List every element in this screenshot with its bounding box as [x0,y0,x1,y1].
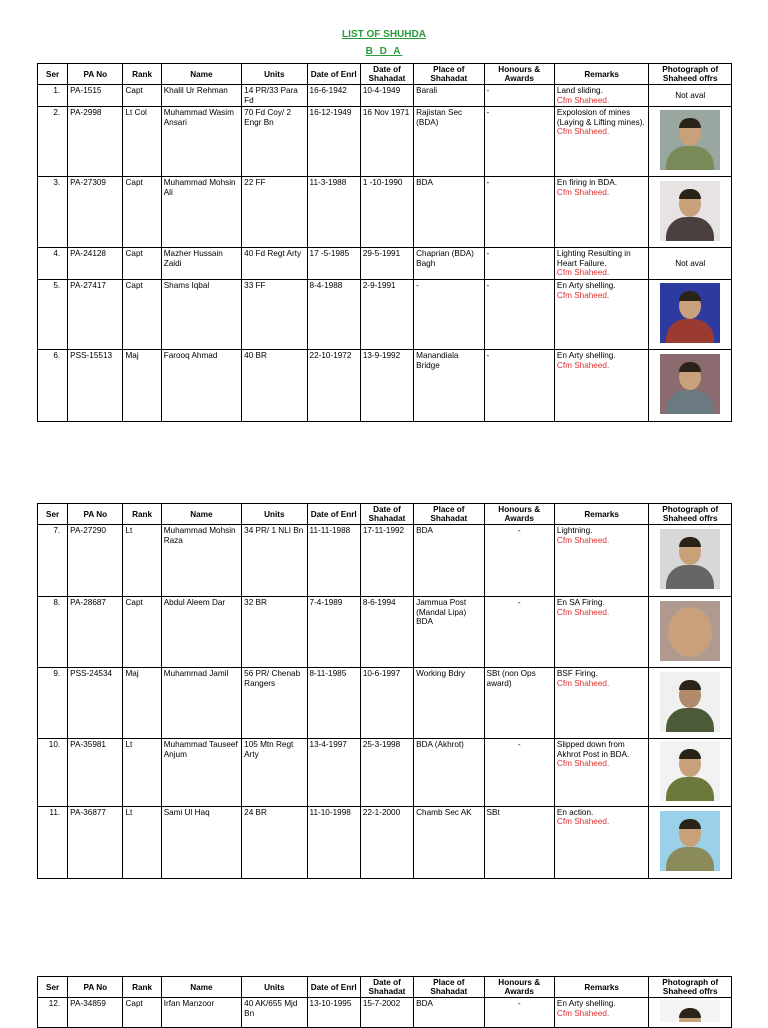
col-header-rank: Rank [123,64,161,85]
remarks-status: Cfm Shaheed. [556,817,610,826]
col-header-photograph: Photograph of Shaheed offrs [649,977,732,998]
list-title: LIST OF SHUHDA [342,29,426,40]
cell-shahadat: 15-7-2002 [360,998,413,1028]
cell-units: 40 AK/655 Mjd Bn [242,998,307,1028]
cell-rank: Capt [123,597,161,668]
cell-units: 105 Mtn Regt Arty [242,739,307,807]
col-header-photograph: Photograph of Shaheed offrs [649,504,732,525]
col-header-remarks: Remarks [554,64,649,85]
cell-honours: - [484,280,554,350]
cell-pa-no: PA-1515 [68,85,123,107]
cell-shahadat: 17-11-1992 [360,525,413,597]
cell-name: Mazher Hussain Zaidi [161,248,241,280]
cell-rank: Lt [123,806,161,878]
cell-place: Chamb Sec AK [414,806,484,878]
remarks-status: Cfm Shaheed. [556,290,610,300]
cell-remarks [554,597,649,668]
col-header-honours: Honours & Awards [484,64,554,85]
col-header-date-enrl: Date of Enrl [307,64,360,85]
remarks-text: En SA Firing. [556,598,605,607]
cell-place: Chaprian (BDA) Bagh [414,248,484,280]
cell-photo [649,525,732,597]
cell-units: 32 BR [242,597,307,668]
cell-shahadat: 29-5-1991 [360,248,413,280]
cell-honours: - [484,739,554,807]
cell-units: 33 FF [242,280,307,350]
cell-honours: - [484,177,554,248]
list-subtitle: B D A [365,46,403,57]
cell-honours: - [484,350,554,422]
cell-remarks [554,525,649,597]
cell-shahadat: 8-6-1994 [360,597,413,668]
cell-enrl: 22-10-1972 [307,350,360,422]
cell-pa-no: PA-27290 [68,525,123,597]
remarks-status: Cfm Shaheed. [556,607,610,617]
remarks-status: Cfm Shaheed. [556,360,610,370]
cell-enrl: 13-4-1997 [307,739,360,807]
shaheed-photo [660,354,720,414]
col-header-name: Name [161,504,241,525]
table-row [38,525,732,597]
cell-pa-no: PSS-24534 [68,668,123,739]
cell-place: Manandiala Bridge [414,350,484,422]
cell-rank: Capt [123,85,161,107]
cell-ser: 5. [38,280,68,350]
col-header-honours: Honours & Awards [484,977,554,998]
table-row [38,107,732,177]
cell-enrl: 13-10-1995 [307,998,360,1028]
cell-place: BDA (Akhrot) [414,739,484,807]
cell-shahadat: 10-4-1949 [360,85,413,107]
col-header-rank: Rank [123,504,161,525]
cell-ser: 6. [38,350,68,422]
col-header-pa-no: PA No [68,504,123,525]
cell-name: Shams Iqbal [161,280,241,350]
cell-honours: - [484,248,554,280]
remarks-text: BSF Firing. [556,669,598,678]
col-header-date-enrl: Date of Enrl [307,504,360,525]
remarks-text: Lighting Resulting in Heart Failure. [556,249,631,268]
cell-pa-no: PSS-15513 [68,350,123,422]
col-header-remarks: Remarks [554,504,649,525]
table-row [38,806,732,878]
col-header-place: Place of Shahadat [414,504,484,525]
cell-shahadat: 10-6-1997 [360,668,413,739]
col-header-honours: Honours & Awards [484,504,554,525]
cell-pa-no: PA-35981 [68,739,123,807]
cell-enrl: 11-11-1988 [307,525,360,597]
shuhda-table-1 [37,63,732,422]
cell-honours: SBt [484,806,554,878]
cell-photo [649,280,732,350]
shaheed-photo [660,181,720,241]
table-row [38,177,732,248]
cell-enrl: 8-11-1985 [307,668,360,739]
cell-ser: 1. [38,85,68,107]
cell-remarks [554,739,649,807]
remarks-text: Land sliding. [556,86,603,95]
cell-honours: - [484,525,554,597]
cell-pa-no: PA-2998 [68,107,123,177]
cell-pa-no: PA-27417 [68,280,123,350]
cell-pa-no: PA-34859 [68,998,123,1028]
cell-rank: Lt [123,525,161,597]
cell-photo [649,85,732,107]
table-header-row [38,64,732,85]
cell-rank: Maj [123,350,161,422]
remarks-text: Lightning. [556,526,593,535]
remarks-text: Expolosion of mines (Laying & Lifting mines). [556,108,645,127]
shaheed-photo [660,283,720,343]
table-row [38,668,732,739]
col-header-pa-no: PA No [68,64,123,85]
col-header-date-enrl: Date of Enrl [307,977,360,998]
cell-ser: 8. [38,597,68,668]
remarks-status: Cfm Shaheed. [556,95,610,105]
remarks-status: Cfm Shaheed. [556,535,610,545]
cell-name: Muhammad Jamil [161,668,241,739]
cell-enrl: 11-3-1988 [307,177,360,248]
cell-enrl: 16-6-1942 [307,85,360,107]
cell-name: Irfan Manzoor [161,998,241,1028]
cell-ser: 11. [38,806,68,878]
cell-place: BDA [414,998,484,1028]
shaheed-photo [660,601,720,661]
table-row [38,739,732,807]
table-header-row [38,504,732,525]
cell-ser: 4. [38,248,68,280]
cell-place: BDA [414,525,484,597]
cell-photo [649,668,732,739]
remarks-text: Slipped down from Akhrot Post in BDA. [556,740,630,759]
cell-rank: Capt [123,998,161,1028]
cell-honours: - [484,597,554,668]
remarks-status: Cfm Shaheed. [556,268,610,277]
remarks-status: Cfm Shaheed. [556,127,610,136]
cell-remarks [554,177,649,248]
cell-units: 40 Fd Regt Arty [242,248,307,280]
cell-shahadat: 2-9-1991 [360,280,413,350]
col-header-date-shahadat: Date of Shahadat [360,977,413,998]
cell-units: 34 PR/ 1 NLI Bn [242,525,307,597]
cell-remarks [554,85,649,107]
cell-enrl: 16-12-1949 [307,107,360,177]
cell-place: Jammua Post (Mandal Lipa) BDA [414,597,484,668]
cell-photo [649,739,732,807]
col-header-name: Name [161,64,241,85]
cell-rank: Lt Col [123,107,161,177]
cell-shahadat: 22-1-2000 [360,806,413,878]
col-header-ser: Ser [38,64,68,85]
cell-photo [649,248,732,280]
cell-remarks [554,350,649,422]
cell-name: Muhammad Mohsin Ali [161,177,241,248]
table-row [38,998,732,1028]
cell-place: Working Bdry [414,668,484,739]
cell-shahadat: 1 -10-1990 [360,177,413,248]
cell-rank: Capt [123,248,161,280]
remarks-status: Cfm Shaheed. [556,678,610,688]
col-header-units: Units [242,64,307,85]
col-header-rank: Rank [123,977,161,998]
cell-units: 56 PR/ Chenab Rangers [242,668,307,739]
cell-shahadat: 16 Nov 1971 [360,107,413,177]
cell-units: 40 BR [242,350,307,422]
cell-enrl: 11-10-1998 [307,806,360,878]
cell-honours: - [484,998,554,1028]
cell-honours: SBt (non Ops award) [484,668,554,739]
cell-enrl: 17 -5-1985 [307,248,360,280]
col-header-date-shahadat: Date of Shahadat [360,504,413,525]
cell-photo [649,350,732,422]
table-row [38,350,732,422]
col-header-ser: Ser [38,977,68,998]
cell-ser: 9. [38,668,68,739]
remarks-text: En Arty shelling. [556,351,616,360]
cell-name: Muhammad Mohsin Raza [161,525,241,597]
remarks-text: En firing in BDA. [556,178,617,187]
cell-shahadat: 13-9-1992 [360,350,413,422]
cell-pa-no: PA-28687 [68,597,123,668]
cell-rank: Capt [123,280,161,350]
shuhda-table-2 [37,503,732,879]
col-header-pa-no: PA No [68,977,123,998]
remarks-text: En Arty shelling. [556,999,616,1008]
cell-rank: Capt [123,177,161,248]
cell-rank: Lt [123,739,161,807]
remarks-status: Cfm Shaheed. [556,1008,610,1018]
cell-name: Khalil Ur Rehman [161,85,241,107]
cell-ser: 10. [38,739,68,807]
cell-shahadat: 25-3-1998 [360,739,413,807]
cell-place: Barali [414,85,484,107]
table-row [38,280,732,350]
cell-rank: Maj [123,668,161,739]
cell-units: 14 PR/33 Para Fd [242,85,307,107]
col-header-date-shahadat: Date of Shahadat [360,64,413,85]
cell-units: 22 FF [242,177,307,248]
cell-units: 70 Fd Coy/ 2 Engr Bn [242,107,307,177]
photo-not-available: Not aval [675,90,706,100]
col-header-photograph: Photograph of Shaheed offrs [649,64,732,85]
cell-photo [649,107,732,177]
cell-photo [649,597,732,668]
cell-pa-no: PA-24128 [68,248,123,280]
cell-honours: - [484,85,554,107]
cell-place: - [414,280,484,350]
shaheed-photo [660,811,720,871]
table-row [38,248,732,280]
col-header-ser: Ser [38,504,68,525]
shaheed-photo [660,741,720,801]
col-header-units: Units [242,504,307,525]
cell-name: Muhammad Tauseef Anjum [161,739,241,807]
table-row [38,85,732,107]
col-header-name: Name [161,977,241,998]
cell-ser: 2. [38,107,68,177]
cell-name: Muhammad Wasim Ansari [161,107,241,177]
cell-ser: 3. [38,177,68,248]
remarks-status: Cfm Shaheed. [556,759,610,768]
cell-enrl: 8-4-1988 [307,280,360,350]
cell-place: BDA [414,177,484,248]
cell-remarks [554,668,649,739]
cell-name: Abdul Aleem Dar [161,597,241,668]
shuhda-table-3 [37,976,732,1028]
shaheed-photo [660,672,720,732]
cell-remarks [554,998,649,1028]
shaheed-photo [660,110,720,170]
remarks-text: En action. [556,807,594,817]
shaheed-photo [660,529,720,589]
cell-pa-no: PA-27309 [68,177,123,248]
cell-ser: 12. [38,998,68,1028]
table-row [38,597,732,668]
cell-name: Farooq Ahmad [161,350,241,422]
cell-place: Rajistan Sec (BDA) [414,107,484,177]
table-header-row [38,977,732,998]
photo-not-available: Not aval [675,258,706,268]
col-header-units: Units [242,977,307,998]
cell-remarks [554,107,649,177]
remarks-text: En Arty shelling. [556,281,616,290]
shaheed-photo [660,1000,720,1022]
col-header-place: Place of Shahadat [414,977,484,998]
cell-remarks [554,806,649,878]
cell-enrl: 7-4-1989 [307,597,360,668]
cell-photo [649,998,732,1028]
col-header-place: Place of Shahadat [414,64,484,85]
cell-name: Sami Ul Haq [161,806,241,878]
cell-remarks [554,280,649,350]
remarks-status: Cfm Shaheed. [556,187,610,197]
cell-photo [649,177,732,248]
cell-units: 24 BR [242,806,307,878]
col-header-remarks: Remarks [554,977,649,998]
cell-remarks [554,248,649,280]
cell-honours: - [484,107,554,177]
cell-ser: 7. [38,525,68,597]
cell-photo [649,806,732,878]
cell-pa-no: PA-36877 [68,806,123,878]
